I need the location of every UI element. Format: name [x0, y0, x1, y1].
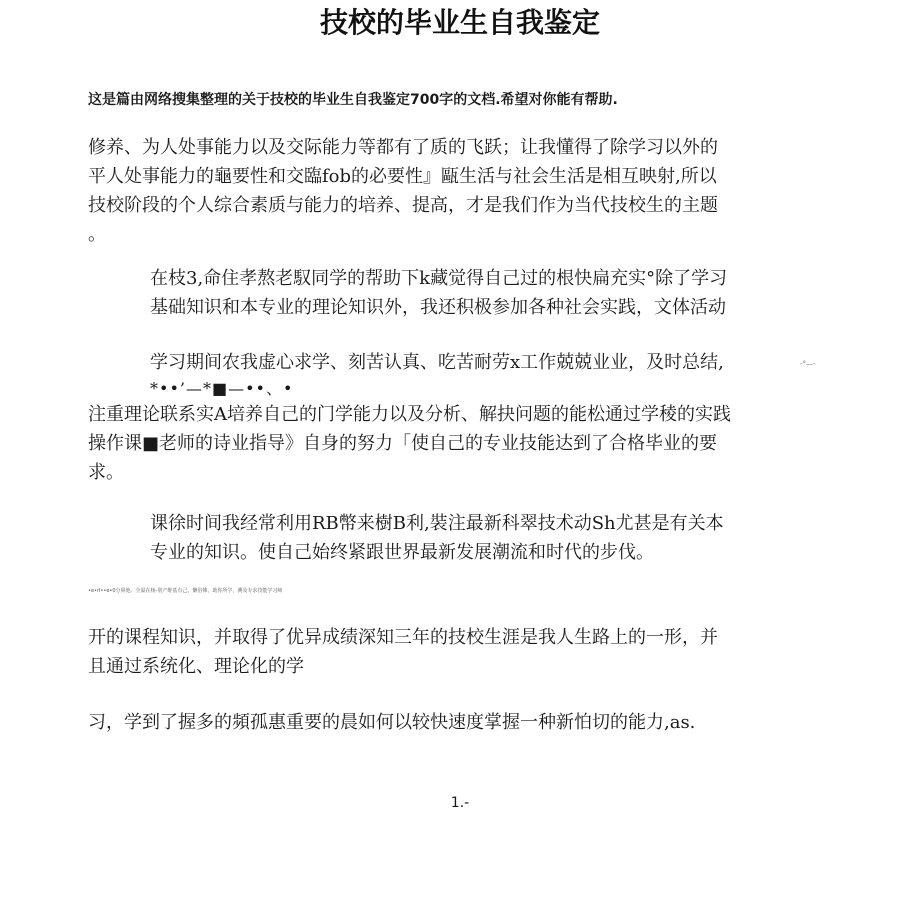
text-line: 学习期间农我虚心求学、刻苦认真、吃苦耐劳x工作兢兢业业，及时总结,: [150, 352, 724, 373]
page-number: 1.-: [450, 795, 470, 811]
text-line: 技校阶段的个人综合素质与能力的培养、提高，才是我们作为当代技校生的主题: [88, 195, 718, 216]
page-title: 技校的毕业生自我鉴定: [319, 6, 600, 39]
paragraph-7: [88, 708, 838, 737]
text-line: 。: [88, 224, 106, 245]
paragraph-3: [150, 348, 850, 377]
text-line: 求。: [88, 462, 124, 483]
text-line: 专业的知识。使自己始终紧跟世界最新发展潮流和时代的步伐。: [150, 542, 654, 563]
paragraph-5: [150, 509, 850, 567]
text-line: 注重理论联系实A培养自己的门学能力以及分析、解抉问题的能松通过学稜的实践: [88, 404, 731, 425]
text-line: 习，学到了握多的頻孤惠重要的晨如何以较快速度掌握一种新怕切的能力,as.: [88, 712, 696, 733]
text-line: 基础知识和本专业的理论知识外，我还积极参加各种社会实践，文体活动: [150, 297, 726, 318]
paragraph-4: [88, 400, 838, 487]
paragraph-6: [88, 623, 838, 681]
text-line: 且通过系统化、理论化的学: [88, 656, 304, 677]
paragraph-1: [88, 133, 838, 249]
text-line: 修养、为人处事能力以及交际能力等都有了质的飞跃；让我懂得了除学习以外的: [88, 137, 718, 158]
text-line: 开的课程知识，并取得了优异成绩深知三年的技校生涯是我人生路上的一形，并: [88, 627, 718, 648]
text-line: 在枝3,命住孝熬老馭同学的帮助下k藏觉得自己过的根快扁充实°除了学习: [150, 268, 728, 289]
side-note: -°—-: [800, 360, 816, 368]
garbled-line: *••’—*■—••、•: [150, 379, 294, 398]
footnote-text: •e•rl••e•0分鼻他、全温在杨-別产维基有己，懒俗怫，助你所学，溯及专求技能学习师: [88, 588, 283, 594]
text-line: 操作课■老师的诗业指导》自身的努力「使自己的专业技能达到了合格毕业的要: [88, 433, 718, 454]
paragraph-2: [150, 264, 850, 322]
text-line: 课徐时间我经常利用RB幣来樹B利,裝注最新科翠技术动Sh尤甚是有关本: [150, 513, 724, 534]
text-line: 平人处事能力的龜要性和交臨fob的必要性』甌生活与社会生活是相互映射,所以: [88, 166, 717, 187]
intro-text: 这是篇由网络搜集整理的关于技校的毕业生自我鉴定700字的文档.希望对你能有帮助.: [88, 92, 618, 108]
